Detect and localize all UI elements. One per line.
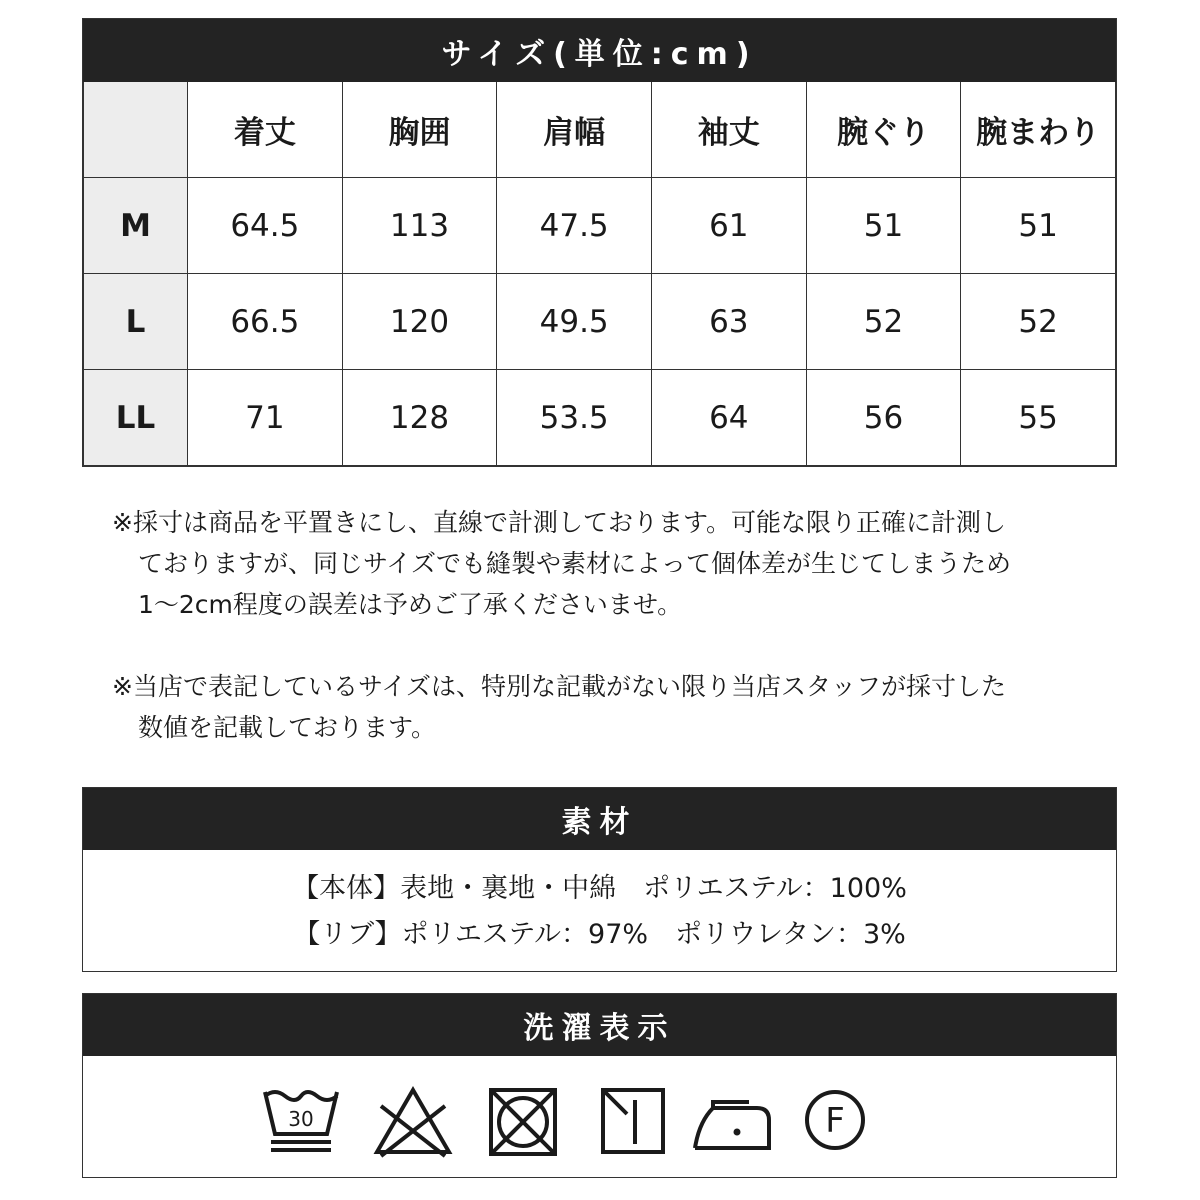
care-section <box>82 993 1117 1178</box>
table-cell: 64.5 <box>188 178 343 274</box>
table-cell: 56 <box>806 370 961 466</box>
note-line: 数値を記載しております。 <box>138 713 437 742</box>
note-line: ※採寸は商品を平置きにし、直線で計測しております。可能な限り正確に計測し <box>112 508 1006 537</box>
table-cell: 49.5 <box>497 274 652 370</box>
table-row <box>84 370 1116 466</box>
size-table <box>83 82 1116 466</box>
measurement-note <box>112 502 1102 625</box>
header-cell-shoulder: 肩幅 <box>497 82 652 178</box>
wash-30-gentle-icon <box>261 1086 341 1158</box>
table-cell: 52 <box>806 274 961 370</box>
table-row <box>84 274 1116 370</box>
drip-dry-shade-icon <box>599 1086 667 1158</box>
table-cell: 120 <box>342 274 497 370</box>
size-table-header-row <box>84 82 1116 178</box>
header-cell-sleeve: 袖丈 <box>651 82 806 178</box>
table-cell: 51 <box>806 178 961 274</box>
care-icons-row <box>83 1056 1116 1177</box>
table-cell: 71 <box>188 370 343 466</box>
table-cell: 52 <box>961 274 1116 370</box>
header-cell-armhole: 腕ぐり <box>806 82 961 178</box>
wash-temp-label: 30 <box>288 1107 314 1131</box>
note-line: ※当店で表記しているサイズは、特別な記載がない限り当店スタッフが採寸した <box>112 672 1006 701</box>
table-cell: 66.5 <box>188 274 343 370</box>
material-title: 素材 <box>83 788 1116 850</box>
header-cell-length: 着丈 <box>188 82 343 178</box>
size-table-section <box>82 18 1117 467</box>
note-line: 1〜2cm程度の誤差は予めご了承くださいませ。 <box>138 590 683 619</box>
header-cell-chest: 胸囲 <box>342 82 497 178</box>
size-note <box>112 666 1102 748</box>
dryclean-letter: F <box>825 1101 845 1141</box>
header-cell-empty <box>84 82 188 178</box>
note-line: ておりますが、同じサイズでも縫製や素材によって個体差が生じてしまうため <box>138 549 1012 578</box>
table-cell: 113 <box>342 178 497 274</box>
material-body <box>83 850 1116 958</box>
no-bleach-icon <box>373 1086 453 1158</box>
size-label: M <box>84 178 188 274</box>
table-cell: 64 <box>651 370 806 466</box>
material-line-rib: 【リブ】ポリエステル：97% ポリウレタン：3% <box>293 919 906 950</box>
iron-low-icon <box>691 1086 773 1158</box>
size-table-title: サイズ(単位:cm) <box>83 19 1116 82</box>
dry-clean-f-icon <box>803 1088 867 1152</box>
table-cell: 63 <box>651 274 806 370</box>
size-label: LL <box>84 370 188 466</box>
table-cell: 128 <box>342 370 497 466</box>
table-cell: 61 <box>651 178 806 274</box>
size-label: L <box>84 274 188 370</box>
care-title: 洗濯表示 <box>83 994 1116 1056</box>
material-section <box>82 787 1117 972</box>
table-cell: 55 <box>961 370 1116 466</box>
header-cell-arm-circumference: 腕まわり <box>961 82 1116 178</box>
table-row <box>84 178 1116 274</box>
no-tumble-dry-icon <box>487 1086 559 1158</box>
table-cell: 47.5 <box>497 178 652 274</box>
material-line-body: 【本体】表地・裏地・中綿 ポリエステル：100% <box>292 873 907 904</box>
table-cell: 53.5 <box>497 370 652 466</box>
table-cell: 51 <box>961 178 1116 274</box>
